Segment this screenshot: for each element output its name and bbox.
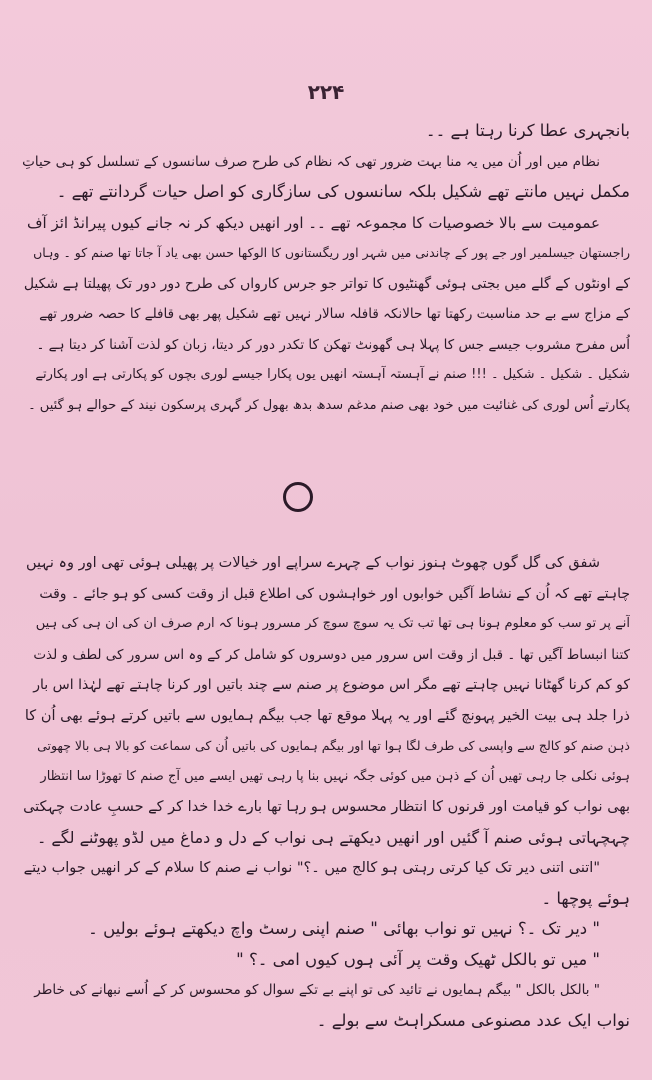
text-line: " بالکل بالکل " بیگم ہمایوں نے تائید کی تو اپنے بے تکے سوال کو محسوس کر کے اُسے نبھانے کی خاطر <box>34 982 600 998</box>
text-line: چہچہاتی ہوئی صنم آ گئیں اور انھیں دیکھتے ہی نواب کے دل و دماغ میں لڈو پھوٹنے لگے ۔ <box>36 827 630 847</box>
text-line: مکمل نہیں مانتے تھے شکیل بلکہ سانسوں کی سازگاری کو اصل حیات گردانتے تھے ۔ <box>56 182 630 201</box>
text-line: ذرا جلد ہی بیت الخیر پہونچ گئے اور یہ پہلا موقع تھا جب بیگم ہمایوں سے باتیں کرتے ہوئے بھی اُن کا <box>24 707 630 724</box>
text-line: ہوئی نکلی جا رہی تھیں اُن کے ذہن میں کوئی جگہ نہیں بنا پا رہی تھیں ایسے میں آج صنم کا تھوڑا سا انتظار <box>40 768 630 784</box>
text-line: ہوئے پوچھا ۔ <box>541 888 630 908</box>
text-line: راجستھان جیسلمیر اور جے پور کے چاندنی میں شہر اور ریگستانوں کا الوکھا حسن بھی یاد آ جاتا تھا صنم کو ۔ وہاں <box>33 245 630 260</box>
text-line: نظام میں اور اُن میں یہ منا بہت ضرور تھی کہ نظام کی طرح صرف سانسوں کے تسلسل کو ہی حیاتِ <box>22 153 600 170</box>
text-line: کے مزاج سے بے حد مناسبت رکھتا تھا حالانکہ قافلہ سالار نہیں تھے شکیل پھر بھی قافلے کا حصہ ضرور تھے <box>39 306 630 322</box>
text-line: کو کم کرنا گھٹانا نہیں چاہتے تھے مگر اس موضوع پر صنم سے چند باتیں اور کرنا چاہتے تھے لہٰذا اس بار <box>33 677 630 693</box>
text-line: اُس مفرح مشروب جیسے جس کا پہلا ہی گھونٹ تھکن کا تکدر دور کر دیتا، زبان کو لذت آشنا کر دیتا ہے ۔ <box>36 336 630 353</box>
page-number: ۲۲۴ <box>307 80 345 104</box>
text-line: ذہن صنم کو کالج سے واپسی کی طرف لگا ہوا تھا اور بیگم ہمایوں کی باتیں اُن کی سماعت کو بالا ہی بالا چھوتی <box>37 738 630 753</box>
section-1-text <box>22 116 630 421</box>
text-line: کے اونٹوں کے گلے میں بجتی ہوئی گھنٹیوں کا تواتر جو جرس کارواں کی طرح دور دور تک پھیلتا ہے شکیل <box>23 275 630 292</box>
text-line: چاہتے تھے کہ اُن کے نشاط آگیں خوابوں اور خواہشوں کی اطلاع قبل از وقت کسی کو ہو جائے ۔ وقت <box>39 585 630 602</box>
section-divider-circle <box>283 482 313 512</box>
text-line: آنے پر تو سب کو معلوم ہونا ہی تھا تب تک یہ سوچ سوچ کر مسرور ہونا کہ ارم صرف ان کی ان ہی کی ہیں <box>35 616 630 631</box>
text-line: پکارتے اُس لوری کی غنائیت میں خود بھی صنم مدغم سدھ بدھ بھول کر گہری پرسکون نیند کے حوالے ہو گئیں ۔ <box>28 397 630 413</box>
text-line: بھی نواب کو قیامت اور قرنوں کا انتظار محسوس ہو رہا تھا بارے خدا خدا کر کے حسبِ عادت چہکتی <box>23 799 630 815</box>
text-line: عمومیت سے بالا خصوصیات کا مجموعہ تھے ۔۔ اور انھیں دیکھ کر نہ جانے کیوں پیرانڈ ائز آف <box>26 213 600 232</box>
text-line: شفق کی گل گوں چھوٹ ہنوز نواب کے چہرے سراپے اور خیالات پر پھیلی ہوئی تھی اور وہ نہیں <box>26 555 600 571</box>
text-line: شکیل ۔ شکیل ۔ شکیل ۔ !!! صنم نے آہستہ آہستہ انھیں یوں پکارا جیسے لوری بچوں کو پکارتی ہے اور پکارتے <box>35 367 630 382</box>
text-line: " میں تو بالکل ٹھیک وقت پر آئی ہوں کیوں امی ۔؟ " <box>236 949 600 969</box>
text-line: " دیر تک ۔؟ نہیں تو نواب بھائی " صنم اپنی رسٹ واچ دیکھتے ہوئے بولیں ۔ <box>88 919 600 938</box>
text-line: کتنا انبساط آگیں تھا ۔ قبل از وقت اس سرور میں دوسروں کو شامل کر کے وہ اس سرور کی لطف و لذت <box>33 646 630 663</box>
text-line: بانجہری عطا کرنا رہتا ہے ۔۔ <box>425 121 630 140</box>
section-2-text <box>22 548 630 1036</box>
text-line: "اتنی اتنی دیر تک کیا کرتی رہتی ہو کالج میں ۔؟" نواب نے صنم کا سلام کے کر انھیں جواب دیتے <box>23 860 600 876</box>
text-line: نواب ایک عدد مصنوعی مسکراہٹ سے بولے ۔ <box>316 1010 630 1030</box>
